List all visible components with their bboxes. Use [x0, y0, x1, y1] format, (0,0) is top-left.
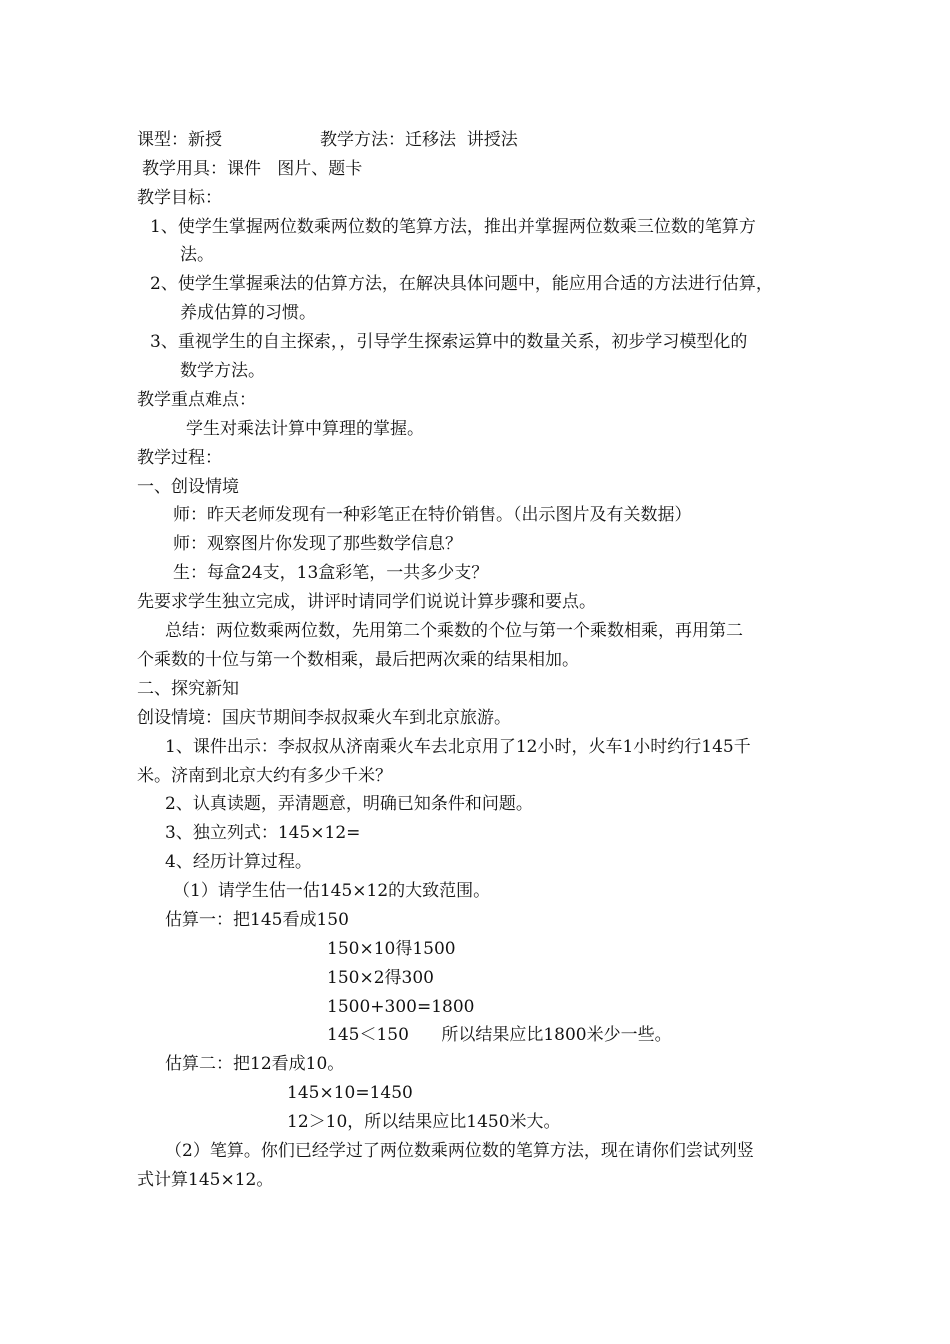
process-heading: 教学过程： — [137, 448, 222, 468]
course-type: 课型：新授 — [137, 130, 222, 150]
section-2-title: 二、探究新知 — [137, 679, 239, 699]
estimate-intro-line: （1）请学生估一估145×12的大致范围。 — [173, 881, 491, 901]
estimate-1-title: 估算一：把145看成150 — [165, 910, 349, 930]
summary-line-1: 总结：两位数乘两位数，先用第二个乘数的个位与第一个乘数相乘，再用第二 — [165, 621, 743, 641]
teacher-line-1: 师：昨天老师发现有一种彩笔正在特价销售。（出示图片及有关数据） — [173, 505, 692, 525]
estimate-1-step-d: 145＜150 所以结果应比1800米少一些。 — [327, 1025, 672, 1045]
teaching-method: 教学方法：迁移法 讲授法 — [320, 130, 518, 150]
estimate-2-step-a: 145×10=1450 — [287, 1083, 413, 1103]
goal-1-line-1: 1、使学生掌握两位数乘两位数的笔算方法，推出并掌握两位数乘三位数的笔算方 — [150, 217, 756, 237]
estimate-2-step-b: 12＞10，所以结果应比1450米大。 — [287, 1112, 561, 1132]
student-line: 生：每盒24支，13盒彩笔，一共多少支？ — [173, 563, 489, 583]
estimate-1-step-c: 1500+300=1800 — [327, 997, 475, 1017]
goal-3-line-2: 数学方法。 — [180, 361, 265, 381]
goals-heading: 教学目标： — [137, 188, 222, 208]
teaching-tools: 教学用具：课件 图片、题卡 — [142, 159, 363, 179]
estimate-2-title: 估算二：把12看成10。 — [165, 1054, 345, 1074]
written-calc-line-1: （2）笔算。你们已经学过了两位数乘两位数的笔算方法，现在请你们尝试列竖 — [165, 1141, 754, 1161]
goal-1-line-2: 法。 — [180, 245, 214, 265]
requirement-line: 先要求学生独立完成，讲评时请同学们说说计算步骤和要点。 — [137, 592, 596, 612]
step-1-line-1: 1、课件出示：李叔叔从济南乘火车去北京用了12小时，火车1小时约行145千 — [165, 737, 751, 757]
summary-line-2: 个乘数的十位与第一个数相乘，最后把两次乘的结果相加。 — [137, 650, 579, 670]
goal-3-line-1: 3、重视学生的自主探索，，引导学生探索运算中的数量关系，初步学习模型化的 — [150, 332, 748, 352]
step-4-line: 4、经历计算过程。 — [165, 852, 312, 872]
step-2-line: 2、认真读题，弄清题意，明确已知条件和问题。 — [165, 794, 533, 814]
section-1-title: 一、创设情境 — [137, 477, 239, 497]
goal-2-line-2: 养成估算的习惯。 — [180, 303, 316, 323]
key-points-text: 学生对乘法计算中算理的掌握。 — [186, 419, 424, 439]
scene-line: 创设情境：国庆节期间李叔叔乘火车到北京旅游。 — [137, 708, 511, 728]
step-3-line: 3、独立列式：145×12= — [165, 823, 361, 843]
key-points-heading: 教学重点难点： — [137, 390, 256, 410]
step-1-line-2: 米。济南到北京大约有多少千米？ — [137, 766, 392, 786]
written-calc-line-2: 式计算145×12。 — [137, 1170, 274, 1190]
goal-2-line-1: 2、使学生掌握乘法的估算方法，在解决具体问题中，能应用合适的方法进行估算， — [150, 274, 773, 294]
estimate-1-step-b: 150×2得300 — [327, 968, 434, 988]
estimate-1-step-a: 150×10得1500 — [327, 939, 456, 959]
teacher-line-2: 师：观察图片你发现了那些数学信息？ — [173, 534, 462, 554]
